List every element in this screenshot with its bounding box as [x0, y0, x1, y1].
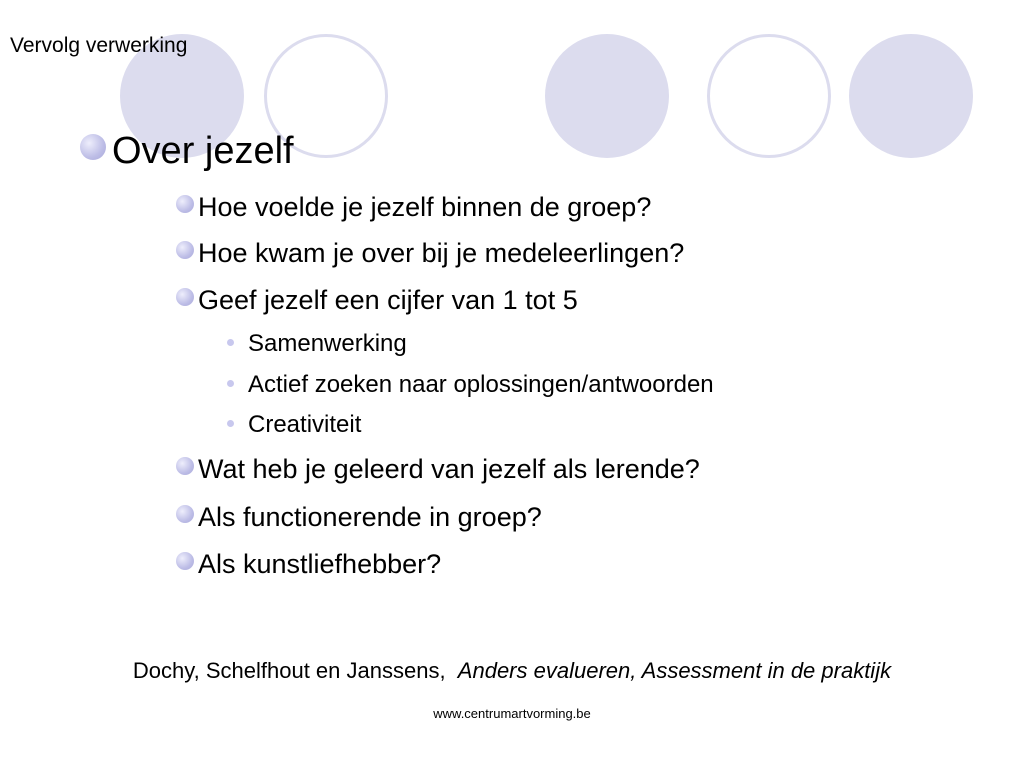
- sub-list-item-text: Samenwerking: [248, 330, 407, 357]
- list-item-text: Hoe voelde je jezelf binnen de groep?: [198, 192, 652, 222]
- list-item-text: Geef jezelf een cijfer van 1 tot 5: [198, 285, 578, 315]
- footer-url: www.centrumartvorming.be: [433, 706, 591, 721]
- bullet-icon: [176, 552, 194, 570]
- bullet-icon: [176, 195, 194, 213]
- sub-list-item-text: Actief zoeken naar oplossingen/antwoorden: [248, 371, 714, 398]
- bullet-icon: [176, 505, 194, 523]
- sub-list-item: [227, 370, 714, 400]
- dot-icon: [227, 420, 234, 427]
- list-item-text: Wat heb je geleerd van jezelf als lerende?: [198, 454, 700, 484]
- bullet-icon: [176, 288, 194, 306]
- list-item: [176, 236, 684, 270]
- bullet-icon: [80, 134, 106, 160]
- list-item-text: Als functionerende in groep?: [198, 502, 542, 532]
- list-item: [176, 283, 578, 317]
- sub-list-item: [227, 410, 361, 440]
- citation-work: Anders evalueren, Assessment in de praktijk: [457, 658, 892, 683]
- heading-row: [80, 128, 294, 174]
- bullet-icon: [176, 241, 194, 259]
- slide-title: Vervolg verwerking: [10, 34, 188, 57]
- dot-icon: [227, 339, 234, 346]
- list-item-text: Hoe kwam je over bij je medeleerlingen?: [198, 238, 685, 268]
- citation-authors: Dochy, Schelfhout en Janssens,: [132, 658, 446, 683]
- list-item: [176, 190, 651, 224]
- sub-list-item: [227, 329, 407, 359]
- bullet-icon: [176, 457, 194, 475]
- dot-icon: [227, 380, 234, 387]
- list-item-text: Als kunstliefhebber?: [198, 549, 442, 579]
- list-item: [176, 547, 441, 581]
- list-item: [176, 500, 542, 534]
- sub-list-item-text: Creativiteit: [248, 411, 362, 438]
- list-item: [176, 452, 700, 486]
- citation: [0, 656, 1024, 686]
- slide-heading: Over jezelf: [112, 130, 294, 172]
